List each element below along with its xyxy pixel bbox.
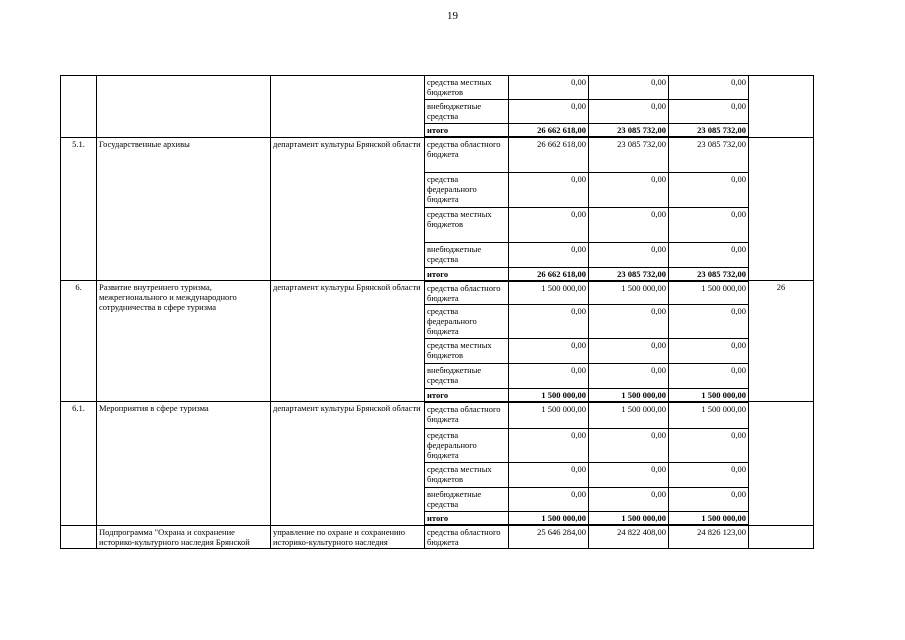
cell-source: средства местных бюджетов	[425, 207, 509, 242]
cell-value: 0,00	[589, 100, 669, 124]
cell-responsible: департамент культуры Брянской области	[271, 137, 425, 281]
cell-value: 0,00	[509, 363, 589, 388]
cell-code	[749, 525, 814, 549]
cell-value: 0,00	[669, 76, 749, 100]
cell-num	[61, 525, 97, 549]
cell-value: 0,00	[669, 242, 749, 267]
cell-value: 0,00	[509, 338, 589, 363]
cell-value: 23 085 732,00	[669, 267, 749, 281]
cell-value: 0,00	[669, 429, 749, 463]
cell-value: 26 662 618,00	[509, 124, 589, 138]
cell-value: 1 500 000,00	[669, 512, 749, 526]
cell-value: 0,00	[509, 242, 589, 267]
cell-value: 1 500 000,00	[509, 388, 589, 402]
cell-value: 1 500 000,00	[589, 512, 669, 526]
cell-value: 0,00	[509, 429, 589, 463]
cell-source: итого	[425, 388, 509, 402]
table-row	[61, 525, 814, 549]
cell-value: 24 826 123,00	[669, 525, 749, 549]
cell-code	[749, 76, 814, 138]
cell-source: средства местных бюджетов	[425, 76, 509, 100]
cell-value: 0,00	[669, 207, 749, 242]
budget-table	[60, 75, 814, 549]
cell-value: 0,00	[669, 363, 749, 388]
cell-value: 0,00	[509, 172, 589, 207]
cell-value: 0,00	[589, 304, 669, 338]
cell-num: 6.	[61, 281, 97, 402]
cell-name: Подпрограмма "Охрана и сохранение историко-культурного наследия Брянской	[97, 525, 271, 549]
cell-source: средства областного бюджета	[425, 281, 509, 305]
cell-value: 23 085 732,00	[589, 137, 669, 172]
cell-code	[749, 137, 814, 281]
cell-source: итого	[425, 267, 509, 281]
cell-value: 0,00	[589, 429, 669, 463]
cell-value: 0,00	[669, 172, 749, 207]
cell-value: 0,00	[669, 100, 749, 124]
cell-num	[61, 76, 97, 138]
cell-value: 0,00	[509, 100, 589, 124]
cell-code	[749, 402, 814, 526]
cell-source: средства областного бюджета	[425, 137, 509, 172]
cell-source: средства федерального бюджета	[425, 429, 509, 463]
cell-value: 0,00	[669, 338, 749, 363]
table-row	[61, 137, 814, 172]
cell-source: итого	[425, 124, 509, 138]
cell-responsible: департамент культуры Брянской области	[271, 402, 425, 526]
cell-value: 23 085 732,00	[669, 124, 749, 138]
cell-value: 26 662 618,00	[509, 267, 589, 281]
table-row	[61, 76, 814, 100]
cell-value: 24 822 408,00	[589, 525, 669, 549]
cell-value: 1 500 000,00	[509, 281, 589, 305]
table-row	[61, 281, 814, 305]
cell-source: внебюджетные средства	[425, 363, 509, 388]
cell-responsible	[271, 76, 425, 138]
cell-value: 1 500 000,00	[669, 281, 749, 305]
cell-value: 23 085 732,00	[589, 124, 669, 138]
cell-value: 1 500 000,00	[509, 402, 589, 429]
cell-value: 0,00	[509, 207, 589, 242]
cell-source: внебюджетные средства	[425, 242, 509, 267]
cell-value: 23 085 732,00	[589, 267, 669, 281]
cell-value: 0,00	[589, 172, 669, 207]
cell-value: 1 500 000,00	[669, 388, 749, 402]
cell-value: 1 500 000,00	[589, 388, 669, 402]
cell-source: средства местных бюджетов	[425, 463, 509, 488]
page-number: 19	[447, 10, 458, 22]
cell-value: 0,00	[589, 207, 669, 242]
cell-value: 0,00	[669, 488, 749, 512]
cell-value: 1 500 000,00	[589, 402, 669, 429]
cell-value: 0,00	[509, 76, 589, 100]
cell-value: 0,00	[589, 363, 669, 388]
cell-value: 0,00	[589, 76, 669, 100]
cell-source: средства местных бюджетов	[425, 338, 509, 363]
cell-name	[97, 76, 271, 138]
cell-value: 1 500 000,00	[669, 402, 749, 429]
cell-source: итого	[425, 512, 509, 526]
cell-value: 0,00	[589, 338, 669, 363]
cell-value: 0,00	[509, 488, 589, 512]
cell-name: Мероприятия в сфере туризма	[97, 402, 271, 526]
cell-name: Развитие внутреннего туризма, межрегионального и международного сотрудничества в сфере туризма	[97, 281, 271, 402]
cell-value: 0,00	[669, 304, 749, 338]
cell-value: 0,00	[509, 463, 589, 488]
cell-source: средства областного бюджета	[425, 525, 509, 549]
table-row	[61, 402, 814, 429]
cell-value: 23 085 732,00	[669, 137, 749, 172]
cell-source: внебюджетные средства	[425, 488, 509, 512]
cell-name: Государственные архивы	[97, 137, 271, 281]
cell-value: 25 646 284,00	[509, 525, 589, 549]
cell-value: 1 500 000,00	[509, 512, 589, 526]
cell-code: 26	[749, 281, 814, 402]
cell-num: 5.1.	[61, 137, 97, 281]
cell-value: 0,00	[589, 488, 669, 512]
cell-value: 0,00	[589, 463, 669, 488]
cell-value: 26 662 618,00	[509, 137, 589, 172]
cell-source: внебюджетные средства	[425, 100, 509, 124]
cell-source: средства федерального бюджета	[425, 304, 509, 338]
cell-value: 0,00	[509, 304, 589, 338]
cell-value: 0,00	[669, 463, 749, 488]
cell-num: 6.1.	[61, 402, 97, 526]
cell-responsible: департамент культуры Брянской области	[271, 281, 425, 402]
cell-responsible: управление по охране и сохранению историко-культурного наследия	[271, 525, 425, 549]
cell-source: средства областного бюджета	[425, 402, 509, 429]
cell-value: 1 500 000,00	[589, 281, 669, 305]
cell-source: средства федерального бюджета	[425, 172, 509, 207]
cell-value: 0,00	[589, 242, 669, 267]
